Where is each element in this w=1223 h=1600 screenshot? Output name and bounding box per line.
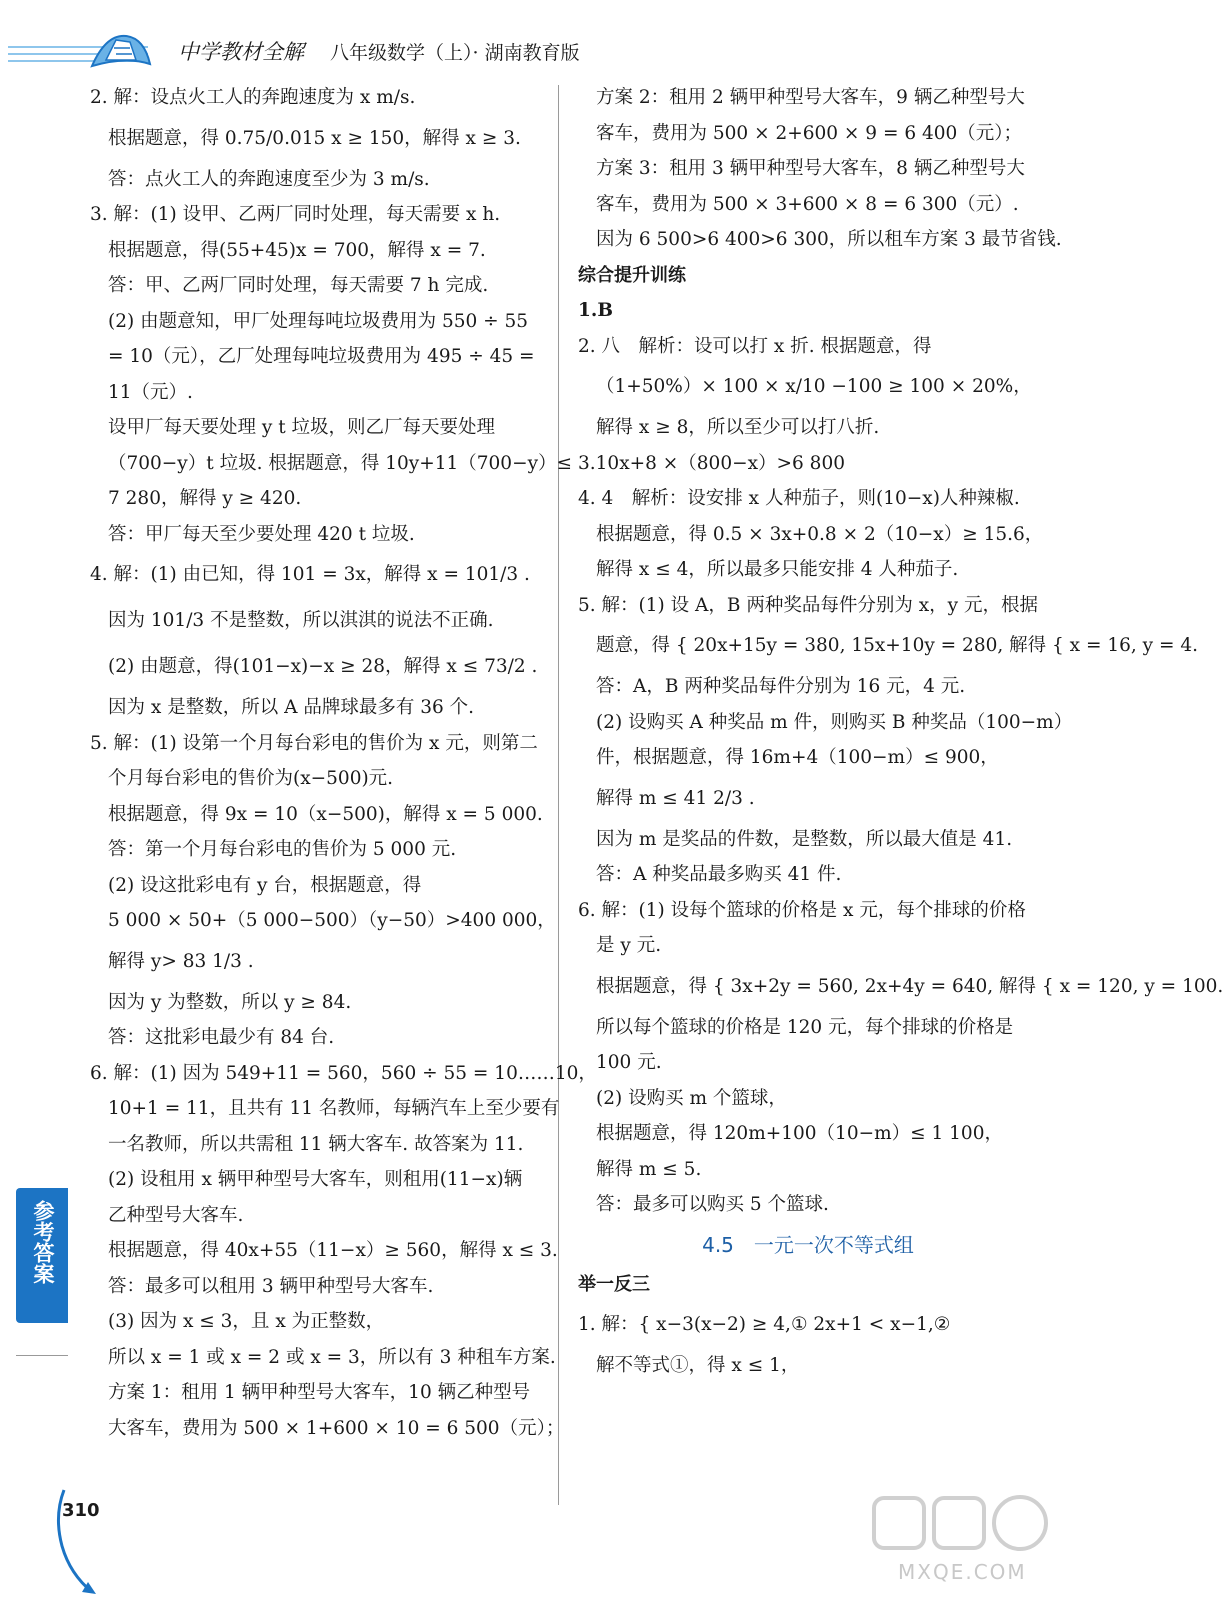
text-line: 解得 x ≤ 4，所以最多只能安排 4 人种茄子. (596, 559, 959, 580)
text-line: 4. 解：(1) 由已知，得 101 = 3x，解得 x = 101/3 . (90, 564, 530, 585)
text-line: 答：A，B 两种奖品每件分别为 16 元，4 元. (596, 676, 966, 697)
text-line: 根据题意，得 120m+100（10−m）≤ 1 100， (596, 1123, 1003, 1144)
text-line: 答：甲、乙两厂同时处理，每天需要 7 h 完成. (108, 275, 489, 296)
text-line: 题意，得 { 20x+15y = 380, 15x+10y = 280, 解得 { x = 16, y = 4. (596, 635, 1199, 656)
text-line: 5. 解：(1) 设 A，B 两种奖品每件分别为 x，y 元，根据 (578, 594, 1038, 616)
page-header (0, 0, 1067, 78)
text-line: 方案 3：租用 3 辆甲种型号大客车，8 辆乙种型号大 (596, 158, 1025, 179)
text-line: 1.B (578, 300, 613, 321)
text-line: 乙种型号大客车. (108, 1204, 244, 1226)
text-line: 解得 m ≤ 41 2/3 . (596, 787, 755, 809)
text-line: 根据题意，得 0.5 × 3x+0.8 × 2（10−x）≥ 15.6， (596, 523, 1044, 545)
text-line: 根据题意，得 9x = 10（x−500)，解得 x = 5 000. (108, 803, 543, 825)
text-line: 因为 101/3 不是整数，所以淇淇的说法不正确. (108, 610, 494, 631)
text-line: 所以 x = 1 或 x = 2 或 x = 3，所以有 3 种租车方案. (108, 1346, 556, 1368)
text-line: (2) 设租用 x 辆甲种型号大客车，则租用(11−x)辆 (108, 1169, 523, 1190)
text-line: 方案 1：租用 1 辆甲种型号大客车，10 辆乙种型号 (108, 1382, 531, 1403)
side-tab-label: 参考答案 (31, 1200, 55, 1284)
text-line: 5. 解：(1) 设第一个月每台彩电的售价为 x 元，则第二 (90, 732, 538, 754)
text-line: 个月每台彩电的售价为(x−500)元. (108, 768, 394, 789)
text-line: 答：第一个月每台彩电的售价为 5 000 元. (108, 839, 457, 860)
right-column (578, 80, 1223, 1384)
text-line: 解得 m ≤ 5. (596, 1158, 702, 1180)
text-line: 10+1 = 11，且共有 11 名教师，每辆汽车上至少要有 (108, 1098, 560, 1119)
text-line: 答：最多可以购买 5 个篮球. (596, 1194, 829, 1215)
text-line: (2) 由题意，得(101−x)−x ≥ 28，解得 x ≤ 73/2 . (108, 656, 538, 677)
text-line: 根据题意，得 0.75/0.015 x ≥ 150，解得 x ≥ 3. (108, 127, 521, 149)
text-line: 解得 x ≥ 8，所以至少可以打八折. (596, 417, 880, 438)
text-line: 5 000 × 50+（5 000−500）（y−50）>400 000， (108, 910, 556, 931)
watermark-text: MXQE.COM (898, 1560, 1027, 1584)
text-line: 方案 2：租用 2 辆甲种型号大客车，9 辆乙种型号大 (596, 87, 1025, 108)
text-line: （700−y）t 垃圾. 根据题意，得 10y+11（700−y）≤ (108, 452, 573, 474)
text-line: 答：点火工人的奔跑速度至少为 3 m/s. (108, 168, 430, 190)
text-line: 7 280，解得 y ≥ 420. (108, 488, 302, 509)
text-line: 答：这批彩电最少有 84 台. (108, 1027, 335, 1048)
section-title: 4.5 一元一次不等式组 (702, 1232, 914, 1257)
text-line: (3) 因为 x ≤ 3，且 x 为正整数， (108, 1311, 385, 1332)
side-divider (16, 1355, 68, 1356)
text-line: 根据题意，得 40x+55（11−x）≥ 560，解得 x ≤ 3. (108, 1240, 558, 1261)
text-line: 1. 解：{ x−3(x−2) ≥ 4,① 2x+1 < x−1,② (578, 1314, 951, 1335)
text-line: 2. 八 解析：设可以打 x 折. 根据题意，得 (578, 335, 932, 357)
text-line: 解得 y> 83 1/3 . (108, 950, 254, 972)
text-line: (2) 由题意知，甲厂处理每吨垃圾费用为 550 ÷ 55 (108, 310, 529, 332)
text-line: 11（元）. (108, 381, 193, 403)
text-line: 6. 解：(1) 设每个篮球的价格是 x 元，每个排球的价格 (578, 899, 1026, 921)
text-line: 因为 y 为整数，所以 y ≥ 84. (108, 991, 352, 1013)
text-line: 解不等式①，得 x ≤ 1， (596, 1355, 800, 1376)
text-line: 因为 m 是奖品的件数，是整数，所以最大值是 41. (596, 828, 1013, 850)
book-subtitle: 八年级数学（上）· 湖南教育版 (330, 42, 580, 64)
text-line: = 10（元），乙厂处理每吨垃圾费用为 495 ÷ 45 = (108, 346, 535, 367)
column-divider (558, 85, 559, 1505)
page-number: 310 (62, 1500, 100, 1521)
text-line: （1+50%）× 100 × x/10 −100 ≥ 100 × 20%， (596, 376, 1032, 397)
text-line: 客车，费用为 500 × 2+600 × 9 = 6 400（元）； (596, 122, 1023, 144)
text-line: 3.10x+8 ×（800−x）>6 800 (578, 452, 845, 474)
text-line: 客车，费用为 500 × 3+600 × 8 = 6 300（元）. (596, 193, 1019, 215)
side-tab-answers (16, 1188, 68, 1323)
text-line: 100 元. (596, 1052, 662, 1073)
text-line: 一名教师，所以共需租 11 辆大客车. 故答案为 11. (108, 1133, 524, 1155)
text-line: 2. 解：设点火工人的奔跑速度为 x m/s. (90, 87, 416, 108)
watermark-logo-icon (868, 1490, 1058, 1560)
text-line: 4. 4 解析：设安排 x 人种茄子，则(10−x)人种辣椒. (578, 488, 1020, 509)
text-line: 6. 解：(1) 因为 549+11 = 560，560 ÷ 55 = 10……10， (90, 1062, 597, 1084)
book-title: 中学教材全解 (178, 40, 304, 64)
text-line: 因为 6 500>6 400>6 300，所以租车方案 3 最节省钱. (596, 229, 1062, 250)
text-line: 3. 解：(1) 设甲、乙两厂同时处理，每天需要 x h. (90, 204, 501, 225)
text-line: 因为 x 是整数，所以 A 品牌球最多有 36 个. (108, 697, 474, 718)
watermark (868, 1490, 1058, 1595)
text-line: (2) 设这批彩电有 y 台，根据题意，得 (108, 874, 422, 896)
text-line: 是 y 元. (596, 935, 662, 956)
text-line: 答：A 种奖品最多购买 41 件. (596, 864, 842, 885)
text-line: 根据题意，得(55+45)x = 700，解得 x = 7. (108, 239, 486, 261)
book-logo-icon (86, 26, 156, 72)
text-line: 件，根据题意，得 16m+4（100−m）≤ 900， (596, 747, 999, 768)
section-heading: 举一反三 (578, 1273, 650, 1295)
text-line: 答：最多可以租用 3 辆甲种型号大客车. (108, 1275, 434, 1297)
text-line: 根据题意，得 { 3x+2y = 560, 2x+4y = 640, 解得 { x = 120, y = 100. (596, 975, 1223, 997)
text-line: (2) 设购买 m 个篮球， (596, 1087, 787, 1109)
text-line: 设甲厂每天要处理 y t 垃圾，则乙厂每天要处理 (108, 417, 496, 438)
text-line: 答：甲厂每天至少要处理 420 t 垃圾. (108, 523, 415, 545)
section-heading: 综合提升训练 (578, 264, 686, 286)
text-line: (2) 设购买 A 种奖品 m 件，则购买 B 种奖品（100−m） (596, 711, 1073, 733)
text-line: 大客车，费用为 500 × 1+600 × 10 = 6 500（元）； (108, 1417, 565, 1439)
text-line: 所以每个篮球的价格是 120 元，每个排球的价格是 (596, 1016, 1014, 1038)
